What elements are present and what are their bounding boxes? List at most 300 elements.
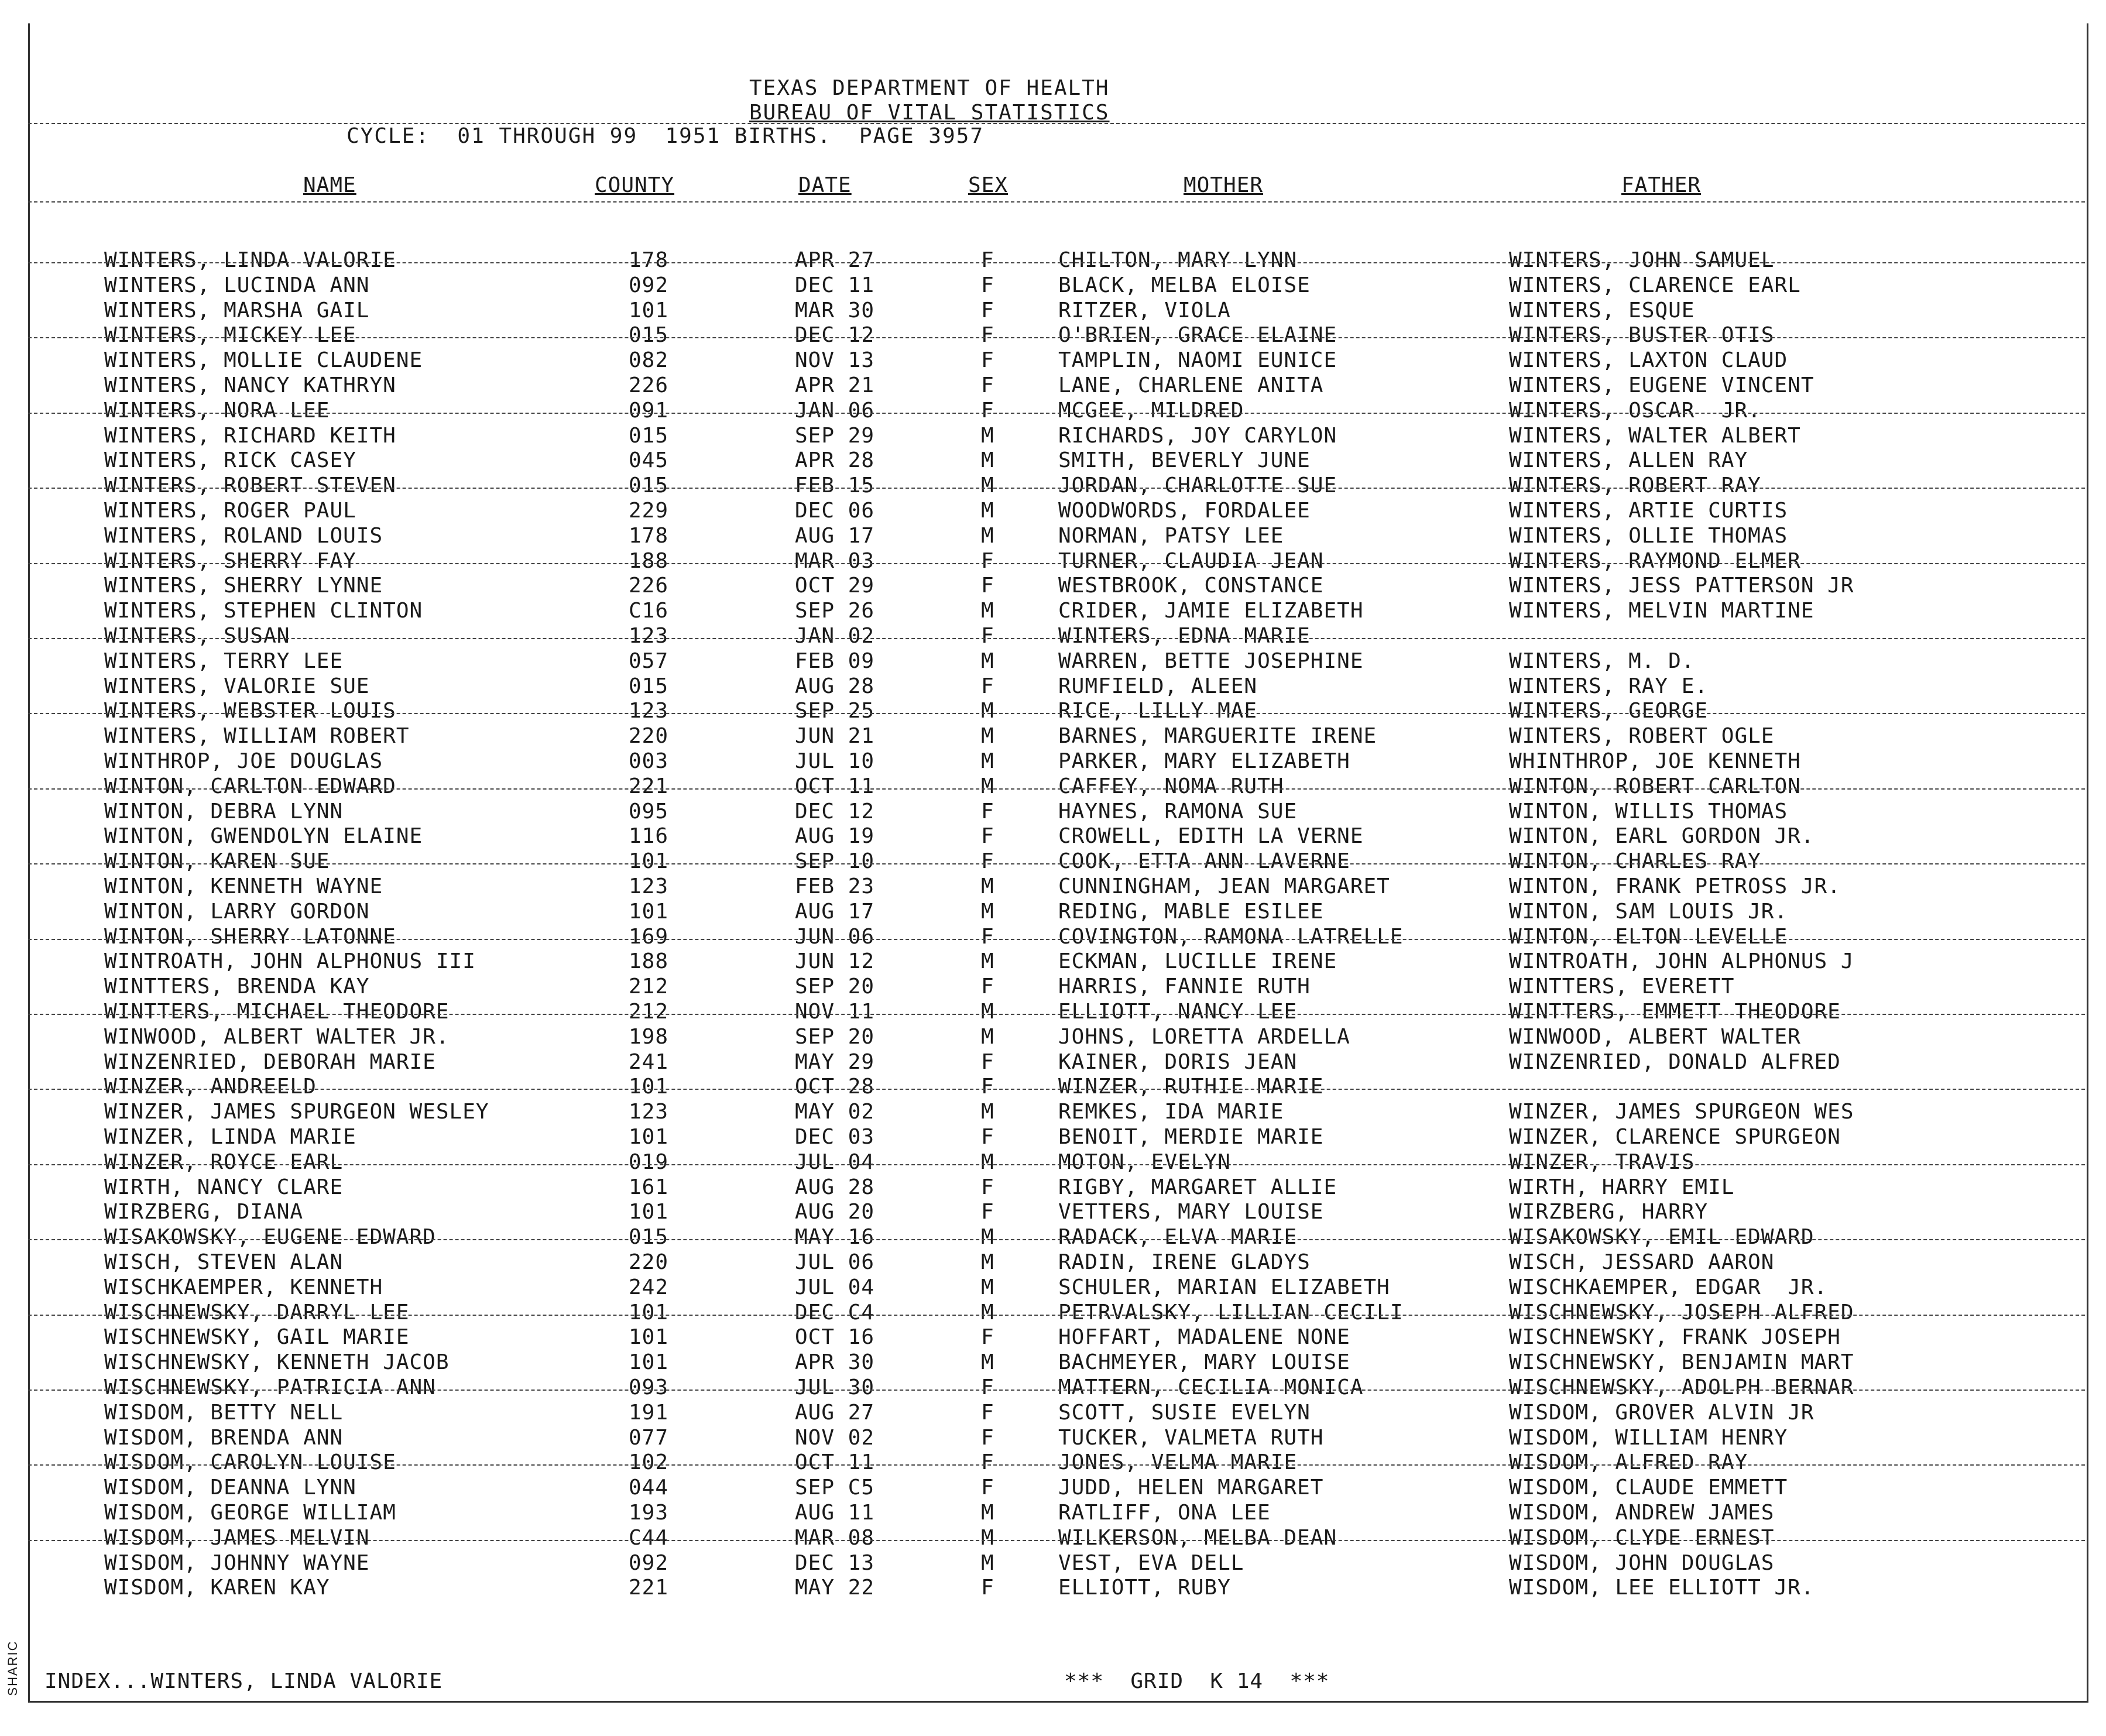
cell-name: WINTTERS, BRENDA KAY — [104, 975, 370, 999]
cell-date: DEC 12 — [795, 800, 875, 824]
table-row — [0, 574, 2106, 598]
cell-sex: F — [981, 348, 994, 372]
table-row — [0, 348, 2106, 373]
column-header-divider — [28, 201, 2085, 203]
cell-date: SEP 20 — [795, 975, 875, 999]
table-row — [0, 949, 2106, 974]
cell-county: 221 — [629, 774, 669, 798]
table-row — [0, 624, 2106, 649]
cell-sex: F — [981, 323, 994, 347]
cell-name: WINTERS, LUCINDA ANN — [104, 273, 370, 297]
cell-father: WINTROATH, JOHN ALPHONUS J — [1509, 949, 1854, 973]
cell-mother: HAYNES, RAMONA SUE — [1058, 800, 1298, 824]
table-row — [0, 549, 2106, 574]
cell-sex: M — [981, 499, 994, 523]
cell-county: 101 — [629, 1125, 669, 1149]
cell-sex: F — [981, 1476, 994, 1500]
cell-date: AUG 28 — [795, 1175, 875, 1199]
cell-father: WISCHNEWSKY, FRANK JOSEPH — [1509, 1325, 1841, 1349]
cell-county: 044 — [629, 1476, 669, 1500]
cell-name: WINZER, JAMES SPURGEON WESLEY — [104, 1100, 489, 1124]
table-row — [0, 649, 2106, 674]
cell-county: 169 — [629, 925, 669, 949]
cell-mother: JONES, VELMA MARIE — [1058, 1450, 1298, 1474]
cell-father: WISCHNEWSKY, ADOLPH BERNAR — [1509, 1375, 1854, 1399]
cell-county: 015 — [629, 474, 669, 498]
cell-name: WISCHNEWSKY, DARRYL LEE — [104, 1301, 410, 1325]
table-row — [0, 1476, 2106, 1500]
col-header-date: DATE — [798, 173, 852, 197]
cell-name: WISCHKAEMPER, KENNETH — [104, 1275, 383, 1299]
table-row — [0, 1450, 2106, 1475]
cell-county: 101 — [629, 1075, 669, 1099]
cell-date: JUL 04 — [795, 1275, 875, 1299]
cell-name: WISDOM, BETTY NELL — [104, 1401, 344, 1425]
cell-county: 241 — [629, 1050, 669, 1074]
cell-name: WINTTERS, MICHAEL THEODORE — [104, 1000, 450, 1024]
table-row — [0, 1250, 2106, 1275]
col-header-name: NAME — [303, 173, 356, 197]
cell-date: DEC C4 — [795, 1301, 875, 1325]
cell-sex: M — [981, 774, 994, 798]
row-rule — [28, 788, 2085, 790]
table-row — [0, 1025, 2106, 1049]
cell-father: WISDOM, WILLIAM HENRY — [1509, 1426, 1788, 1450]
cell-date: MAY 02 — [795, 1100, 875, 1124]
cell-county: 015 — [629, 674, 669, 698]
cell-county: 102 — [629, 1450, 669, 1474]
cell-name: WISAKOWSKY, EUGENE EDWARD — [104, 1225, 436, 1249]
cell-sex: F — [981, 1401, 994, 1425]
cell-county: 212 — [629, 975, 669, 999]
cell-sex: F — [981, 1450, 994, 1474]
cell-father: WISCHKAEMPER, EDGAR JR. — [1509, 1275, 1828, 1299]
table-row — [0, 1050, 2106, 1075]
cell-sex: F — [981, 800, 994, 824]
cell-name: WISDOM, JAMES MELVIN — [104, 1526, 370, 1550]
table-row — [0, 925, 2106, 949]
cell-name: WISCHNEWSKY, KENNETH JACOB — [104, 1350, 450, 1374]
cell-father: WINTERS, BUSTER OTIS — [1509, 323, 1775, 347]
row-rule — [28, 262, 2085, 263]
cell-sex: M — [981, 448, 994, 472]
cell-name: WINTON, SHERRY LATONNE — [104, 925, 396, 949]
cell-father: WIRZBERG, HARRY — [1509, 1200, 1709, 1224]
cell-father: WISDOM, JOHN DOUGLAS — [1509, 1551, 1775, 1575]
cell-date: AUG 19 — [795, 824, 875, 848]
cell-name: WINTERS, LINDA VALORIE — [104, 248, 396, 272]
cell-date: DEC 03 — [795, 1125, 875, 1149]
cell-county: 221 — [629, 1576, 669, 1600]
cell-father: WINTON, CHARLES RAY — [1509, 849, 1761, 873]
cell-name: WISDOM, JOHNNY WAYNE — [104, 1551, 370, 1575]
cell-county: 123 — [629, 1100, 669, 1124]
table-row — [0, 248, 2106, 273]
cell-sex: M — [981, 724, 994, 748]
cell-mother: CUNNINGHAM, JEAN MARGARET — [1058, 874, 1390, 898]
cell-date: FEB 15 — [795, 474, 875, 498]
cell-mother: REDING, MABLE ESILEE — [1058, 900, 1324, 924]
cell-name: WISDOM, DEANNA LYNN — [104, 1476, 356, 1500]
cell-sex: M — [981, 949, 994, 973]
cell-father: WHINTHROP, JOE KENNETH — [1509, 749, 1801, 773]
cell-father: WISCHNEWSKY, JOSEPH ALFRED — [1509, 1301, 1854, 1325]
cell-name: WINTERS, MICKEY LEE — [104, 323, 356, 347]
cell-date: DEC 13 — [795, 1551, 875, 1575]
cell-father: WINTERS, ROBERT OGLE — [1509, 724, 1775, 748]
row-rule — [28, 638, 2085, 639]
cell-name: WINTERS, VALORIE SUE — [104, 674, 370, 698]
cell-father: WINWOOD, ALBERT WALTER — [1509, 1025, 1801, 1049]
cell-sex: F — [981, 624, 994, 648]
cell-sex: M — [981, 1100, 994, 1124]
col-header-sex: SEX — [968, 173, 1009, 197]
row-rule — [28, 488, 2085, 489]
cell-sex: M — [981, 699, 994, 723]
table-row — [0, 273, 2106, 298]
cell-name: WINZER, ANDREELD — [104, 1075, 317, 1099]
cell-date: FEB 23 — [795, 874, 875, 898]
row-rule — [28, 1014, 2085, 1015]
cell-mother: CROWELL, EDITH LA VERNE — [1058, 824, 1364, 848]
cell-sex: M — [981, 1551, 994, 1575]
cell-county: 015 — [629, 1225, 669, 1249]
cell-mother: ELLIOTT, RUBY — [1058, 1576, 1231, 1600]
cell-date: NOV 11 — [795, 1000, 875, 1024]
cell-name: WISCHNEWSKY, PATRICIA ANN — [104, 1375, 436, 1399]
cell-mother: ELLIOTT, NANCY LEE — [1058, 1000, 1298, 1024]
cell-sex: F — [981, 299, 994, 323]
cell-sex: M — [981, 749, 994, 773]
row-rule — [28, 1540, 2085, 1541]
cell-sex: F — [981, 1375, 994, 1399]
cell-mother: WINZER, RUTHIE MARIE — [1058, 1075, 1324, 1099]
cell-mother: REMKES, IDA MARIE — [1058, 1100, 1284, 1124]
cell-name: WINTERS, TERRY LEE — [104, 649, 344, 673]
row-rule — [28, 1464, 2085, 1466]
cell-name: WISDOM, CAROLYN LOUISE — [104, 1450, 396, 1474]
cell-name: WINTON, GWENDOLYN ELAINE — [104, 824, 423, 848]
cell-sex: M — [981, 1225, 994, 1249]
cell-county: 226 — [629, 574, 669, 598]
table-row — [0, 1150, 2106, 1175]
cell-sex: M — [981, 1501, 994, 1525]
cell-date: DEC 06 — [795, 499, 875, 523]
cell-sex: F — [981, 1175, 994, 1199]
header-divider — [28, 123, 2085, 124]
cell-date: NOV 02 — [795, 1426, 875, 1450]
table-row — [0, 373, 2106, 398]
cell-mother: KAINER, DORIS JEAN — [1058, 1050, 1298, 1074]
cell-mother: PETRVALSKY, LILLIAN CECILI — [1058, 1301, 1404, 1325]
cell-date: OCT 11 — [795, 774, 875, 798]
cell-sex: M — [981, 424, 994, 448]
cell-mother: JOHNS, LORETTA ARDELLA — [1058, 1025, 1350, 1049]
cell-mother: WINTERS, EDNA MARIE — [1058, 624, 1311, 648]
cell-date: SEP 26 — [795, 599, 875, 623]
header-title-line2: BUREAU OF VITAL STATISTICS — [749, 101, 1110, 125]
cell-county: 116 — [629, 824, 669, 848]
table-row — [0, 699, 2106, 723]
cell-sex: F — [981, 849, 994, 873]
cell-father: WISAKOWSKY, EMIL EDWARD — [1509, 1225, 1815, 1249]
cell-county: 095 — [629, 800, 669, 824]
cell-mother: JUDD, HELEN MARGARET — [1058, 1476, 1324, 1500]
cell-county: 220 — [629, 724, 669, 748]
cell-date: APR 30 — [795, 1350, 875, 1374]
cell-sex: M — [981, 524, 994, 548]
cell-father: WISDOM, GROVER ALVIN JR — [1509, 1401, 1815, 1425]
cell-mother: PARKER, MARY ELIZABETH — [1058, 749, 1350, 773]
cell-name: WINZER, ROYCE EARL — [104, 1150, 344, 1174]
cell-father: WIRTH, HARRY EMIL — [1509, 1175, 1735, 1199]
cell-date: JUL 04 — [795, 1150, 875, 1174]
cell-county: 220 — [629, 1250, 669, 1274]
cell-name: WINTERS, MOLLIE CLAUDENE — [104, 348, 423, 372]
table-row — [0, 1175, 2106, 1200]
table-row — [0, 1426, 2106, 1450]
cell-mother: RITZER, VIOLA — [1058, 299, 1231, 323]
cell-county: 093 — [629, 1375, 669, 1399]
cell-father: WINZER, TRAVIS — [1509, 1150, 1695, 1174]
cell-name: WINZENRIED, DEBORAH MARIE — [104, 1050, 436, 1074]
table-row — [0, 1100, 2106, 1124]
cell-county: 123 — [629, 699, 669, 723]
cell-date: AUG 27 — [795, 1401, 875, 1425]
table-row — [0, 474, 2106, 498]
cell-father: WINTERS, WALTER ALBERT — [1509, 424, 1801, 448]
cell-sex: M — [981, 874, 994, 898]
cell-county: 123 — [629, 624, 669, 648]
cell-father: WINTERS, GEORGE — [1509, 699, 1709, 723]
cell-mother: LANE, CHARLENE ANITA — [1058, 373, 1324, 397]
cell-sex: F — [981, 674, 994, 698]
cell-date: JUN 21 — [795, 724, 875, 748]
cell-sex: F — [981, 1200, 994, 1224]
cell-sex: M — [981, 1000, 994, 1024]
cell-father: WINTTERS, EMMETT THEODORE — [1509, 1000, 1841, 1024]
cell-date: OCT 29 — [795, 574, 875, 598]
footer-index: INDEX...WINTERS, LINDA VALORIE — [44, 1669, 443, 1693]
cell-sex: M — [981, 1250, 994, 1274]
table-row — [0, 1225, 2106, 1250]
cell-father: WINTERS, RAY E. — [1509, 674, 1709, 698]
table-row — [0, 1325, 2106, 1350]
cell-county: 188 — [629, 549, 669, 573]
cell-mother: CHILTON, MARY LYNN — [1058, 248, 1298, 272]
table-row — [0, 800, 2106, 824]
row-rule — [28, 337, 2085, 338]
cell-county: 229 — [629, 499, 669, 523]
cell-sex: F — [981, 975, 994, 999]
cell-father: WISCH, JESSARD AARON — [1509, 1250, 1775, 1274]
cell-father: WINTERS, M. D. — [1509, 649, 1695, 673]
cell-father: WINZENRIED, DONALD ALFRED — [1509, 1050, 1841, 1074]
cell-mother: RATLIFF, ONA LEE — [1058, 1501, 1271, 1525]
cell-name: WINTERS, NORA LEE — [104, 399, 330, 423]
cell-name: WINTON, CARLTON EDWARD — [104, 774, 396, 798]
cell-date: AUG 17 — [795, 524, 875, 548]
cell-date: MAY 22 — [795, 1576, 875, 1600]
side-label: SHARIC — [5, 1640, 20, 1696]
cell-county: 226 — [629, 373, 669, 397]
cell-name: WINWOOD, ALBERT WALTER JR. — [104, 1025, 450, 1049]
cell-sex: F — [981, 549, 994, 573]
cell-county: 015 — [629, 323, 669, 347]
cell-county: 092 — [629, 273, 669, 297]
cell-sex: F — [981, 925, 994, 949]
cell-date: MAY 29 — [795, 1050, 875, 1074]
cell-name: WISDOM, BRENDA ANN — [104, 1426, 344, 1450]
footer-grid: *** GRID K 14 *** — [1064, 1669, 1330, 1693]
cell-mother: SMITH, BEVERLY JUNE — [1058, 448, 1311, 472]
cell-county: 161 — [629, 1175, 669, 1199]
cell-county: 193 — [629, 1501, 669, 1525]
table-row — [0, 448, 2106, 473]
table-row — [0, 749, 2106, 774]
table-row — [0, 1125, 2106, 1150]
cell-date: JAN 02 — [795, 624, 875, 648]
header-title-line1: TEXAS DEPARTMENT OF HEALTH — [749, 76, 1110, 100]
table-row — [0, 399, 2106, 423]
row-rule — [28, 863, 2085, 864]
cell-father: WINTERS, ARTIE CURTIS — [1509, 499, 1788, 523]
cell-father: WINTON, EARL GORDON JR. — [1509, 824, 1815, 848]
cell-name: WINZER, LINDA MARIE — [104, 1125, 356, 1149]
cell-date: MAR 03 — [795, 549, 875, 573]
cell-mother: CAFFEY, NOMA RUTH — [1058, 774, 1284, 798]
table-row — [0, 599, 2106, 623]
cell-date: MAR 08 — [795, 1526, 875, 1550]
col-header-father: FATHER — [1621, 173, 1702, 197]
table-row — [0, 1401, 2106, 1425]
cell-father: WISDOM, CLYDE ERNEST — [1509, 1526, 1775, 1550]
table-row — [0, 424, 2106, 448]
table-row — [0, 774, 2106, 799]
row-rule — [28, 939, 2085, 940]
cell-date: SEP C5 — [795, 1476, 875, 1500]
cell-mother: RADIN, IRENE GLADYS — [1058, 1250, 1311, 1274]
cell-county: 101 — [629, 1350, 669, 1374]
cell-date: AUG 28 — [795, 674, 875, 698]
cell-father: WINTON, FRANK PETROSS JR. — [1509, 874, 1841, 898]
cell-county: 123 — [629, 874, 669, 898]
table-row — [0, 975, 2106, 999]
cell-county: 191 — [629, 1401, 669, 1425]
cell-name: WINTON, LARRY GORDON — [104, 900, 370, 924]
cell-name: WINTERS, RICK CASEY — [104, 448, 356, 472]
table-row — [0, 724, 2106, 749]
table-row — [0, 323, 2106, 348]
cell-sex: F — [981, 273, 994, 297]
cell-mother: BARNES, MARGUERITE IRENE — [1058, 724, 1377, 748]
cell-sex: F — [981, 1125, 994, 1149]
cell-county: 101 — [629, 849, 669, 873]
cell-date: MAR 30 — [795, 299, 875, 323]
cell-father: WINTERS, ESQUE — [1509, 299, 1695, 323]
cell-father: WINTERS, JOHN SAMUEL — [1509, 248, 1775, 272]
cell-date: OCT 28 — [795, 1075, 875, 1099]
table-row — [0, 849, 2106, 874]
cell-father: WINZER, CLARENCE SPURGEON — [1509, 1125, 1841, 1149]
cell-date: OCT 11 — [795, 1450, 875, 1474]
cell-father: WINTERS, JESS PATTERSON JR — [1509, 574, 1854, 598]
table-row — [0, 824, 2106, 849]
cell-mother: BLACK, MELBA ELOISE — [1058, 273, 1311, 297]
table-row — [0, 1576, 2106, 1600]
cell-mother: HARRIS, FANNIE RUTH — [1058, 975, 1311, 999]
cell-mother: NORMAN, PATSY LEE — [1058, 524, 1284, 548]
cell-sex: M — [981, 1275, 994, 1299]
cell-county: 101 — [629, 1200, 669, 1224]
cell-sex: F — [981, 399, 994, 423]
col-header-county: COUNTY — [595, 173, 675, 197]
cell-sex: F — [981, 1426, 994, 1450]
cell-date: AUG 11 — [795, 1501, 875, 1525]
cell-name: WINTON, KENNETH WAYNE — [104, 874, 383, 898]
cell-sex: F — [981, 574, 994, 598]
cell-county: 082 — [629, 348, 669, 372]
cell-date: SEP 29 — [795, 424, 875, 448]
cell-name: WINTERS, ROBERT STEVEN — [104, 474, 396, 498]
cell-mother: MCGEE, MILDRED — [1058, 399, 1244, 423]
cell-date: FEB 09 — [795, 649, 875, 673]
table-row — [0, 1275, 2106, 1300]
row-rule — [28, 713, 2085, 714]
cell-mother: VETTERS, MARY LOUISE — [1058, 1200, 1324, 1224]
cell-name: WINTROATH, JOHN ALPHONUS III — [104, 949, 476, 973]
cell-name: WISDOM, GEORGE WILLIAM — [104, 1501, 396, 1525]
table-row — [0, 1200, 2106, 1224]
cell-name: WINTERS, SUSAN — [104, 624, 290, 648]
cell-county: C44 — [629, 1526, 669, 1550]
cell-name: WIRTH, NANCY CLARE — [104, 1175, 344, 1199]
row-rule — [28, 563, 2085, 564]
table-row — [0, 1075, 2106, 1099]
cell-sex: M — [981, 649, 994, 673]
cell-mother: TAMPLIN, NAOMI EUNICE — [1058, 348, 1337, 372]
cell-mother: SCOTT, SUSIE EVELYN — [1058, 1401, 1311, 1425]
cell-sex: F — [981, 1075, 994, 1099]
cell-mother: TUCKER, VALMETA RUTH — [1058, 1426, 1324, 1450]
table-row — [0, 674, 2106, 699]
cell-date: AUG 17 — [795, 900, 875, 924]
cell-mother: MOTON, EVELYN — [1058, 1150, 1231, 1174]
cell-name: WISCH, STEVEN ALAN — [104, 1250, 344, 1274]
col-header-mother: MOTHER — [1184, 173, 1264, 197]
cell-county: 003 — [629, 749, 669, 773]
cell-father: WINTERS, ROBERT RAY — [1509, 474, 1761, 498]
cell-mother: O'BRIEN, GRACE ELAINE — [1058, 323, 1337, 347]
cell-date: JAN 06 — [795, 399, 875, 423]
cell-name: WINTERS, SHERRY FAY — [104, 549, 356, 573]
cell-name: WIRZBERG, DIANA — [104, 1200, 304, 1224]
cell-name: WINTHROP, JOE DOUGLAS — [104, 749, 383, 773]
table-row — [0, 1551, 2106, 1576]
cell-name: WISCHNEWSKY, GAIL MARIE — [104, 1325, 410, 1349]
cell-mother: TURNER, CLAUDIA JEAN — [1058, 549, 1324, 573]
cell-sex: M — [981, 1150, 994, 1174]
cell-father: WISDOM, CLAUDE EMMETT — [1509, 1476, 1788, 1500]
cell-county: 178 — [629, 248, 669, 272]
cell-date: APR 28 — [795, 448, 875, 472]
cell-date: AUG 20 — [795, 1200, 875, 1224]
row-rule — [28, 1164, 2085, 1165]
table-row — [0, 499, 2106, 523]
cell-date: JUL 30 — [795, 1375, 875, 1399]
cell-county: 015 — [629, 424, 669, 448]
cell-name: WISDOM, KAREN KAY — [104, 1576, 330, 1600]
